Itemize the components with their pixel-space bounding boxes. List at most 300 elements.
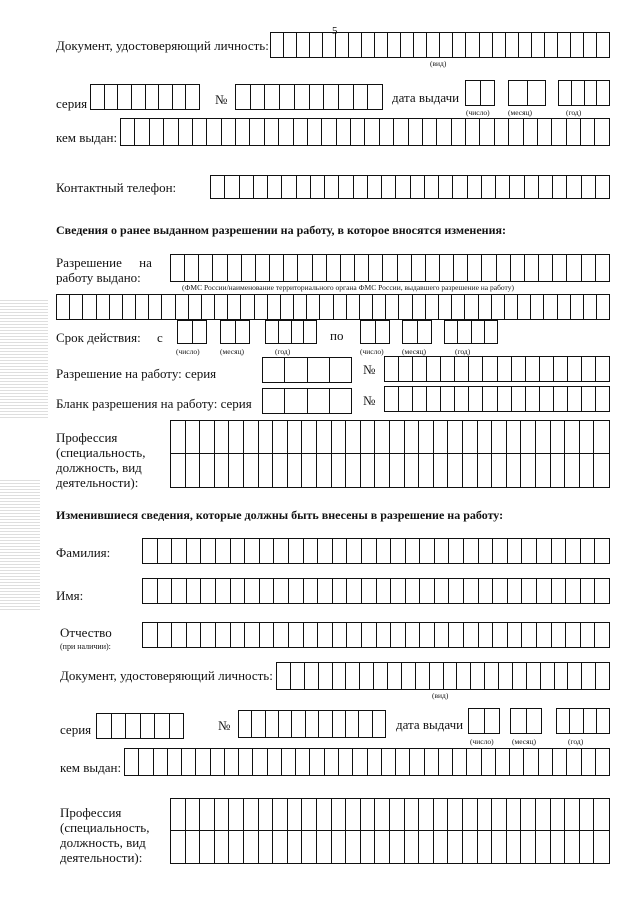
char-cell[interactable] <box>596 295 609 319</box>
char-cell[interactable] <box>492 33 505 57</box>
char-cell[interactable] <box>367 749 381 775</box>
changes-issued-by-field[interactable] <box>124 748 610 776</box>
char-cell[interactable] <box>511 357 525 381</box>
char-cell[interactable] <box>236 85 250 109</box>
char-cell[interactable] <box>508 119 522 145</box>
char-cell[interactable] <box>448 421 463 454</box>
char-cell[interactable] <box>215 831 230 863</box>
char-cell[interactable] <box>244 623 259 647</box>
char-cell[interactable] <box>263 389 284 413</box>
char-cell[interactable] <box>259 579 274 603</box>
char-cell[interactable] <box>581 387 595 411</box>
char-cell[interactable] <box>288 579 303 603</box>
char-cell[interactable] <box>267 176 281 198</box>
char-cell[interactable] <box>498 663 512 689</box>
char-cell[interactable] <box>186 579 201 603</box>
char-cell[interactable] <box>492 454 507 487</box>
char-cell[interactable] <box>463 539 478 563</box>
char-cell[interactable] <box>566 119 580 145</box>
char-cell[interactable] <box>131 85 145 109</box>
char-cell[interactable] <box>280 295 293 319</box>
char-cell[interactable] <box>478 539 493 563</box>
permit-number-field[interactable] <box>384 356 610 382</box>
char-cell[interactable] <box>405 799 420 831</box>
char-cell[interactable] <box>571 81 584 105</box>
char-cell[interactable] <box>346 579 361 603</box>
changes-number-field[interactable] <box>238 710 386 738</box>
char-cell[interactable] <box>559 81 571 105</box>
char-cell[interactable] <box>580 421 595 454</box>
char-cell[interactable] <box>438 295 451 319</box>
char-cell[interactable] <box>507 421 522 454</box>
char-cell[interactable] <box>158 85 172 109</box>
char-cell[interactable] <box>551 799 566 831</box>
char-cell[interactable] <box>570 295 583 319</box>
char-cell[interactable] <box>230 539 245 563</box>
char-cell[interactable] <box>125 749 138 775</box>
changes-doc-type-field[interactable] <box>276 662 610 690</box>
char-cell[interactable] <box>479 33 492 57</box>
char-cell[interactable] <box>111 714 126 738</box>
applicant-issue-day-field[interactable] <box>465 80 495 106</box>
applicant-issued-by-field[interactable] <box>120 118 610 146</box>
char-cell[interactable] <box>294 85 309 109</box>
char-cell[interactable] <box>457 321 470 343</box>
char-cell[interactable] <box>478 295 491 319</box>
char-cell[interactable] <box>271 33 283 57</box>
char-cell[interactable] <box>346 295 359 319</box>
char-cell[interactable] <box>468 387 482 411</box>
char-cell[interactable] <box>469 709 484 733</box>
char-cell[interactable] <box>492 623 507 647</box>
char-cell[interactable] <box>117 85 131 109</box>
char-cell[interactable] <box>293 295 306 319</box>
char-cell[interactable] <box>518 33 531 57</box>
char-cell[interactable] <box>492 421 507 454</box>
char-cell[interactable] <box>507 579 522 603</box>
char-cell[interactable] <box>381 749 395 775</box>
char-cell[interactable] <box>511 387 525 411</box>
char-cell[interactable] <box>565 831 580 863</box>
changes-issue-day-field[interactable] <box>468 708 500 734</box>
char-cell[interactable] <box>482 387 496 411</box>
char-cell[interactable] <box>512 663 526 689</box>
validity-from-year-field[interactable] <box>265 320 317 344</box>
char-cell[interactable] <box>361 799 376 831</box>
char-cell[interactable] <box>259 539 274 563</box>
char-cell[interactable] <box>398 295 411 319</box>
char-cell[interactable] <box>375 831 390 863</box>
char-cell[interactable] <box>175 295 188 319</box>
char-cell[interactable] <box>372 295 385 319</box>
char-cell[interactable] <box>295 749 309 775</box>
char-cell[interactable] <box>419 799 434 831</box>
char-cell[interactable] <box>463 799 478 831</box>
char-cell[interactable] <box>332 454 347 487</box>
char-cell[interactable] <box>415 663 429 689</box>
char-cell[interactable] <box>171 454 186 487</box>
char-cell[interactable] <box>581 255 595 281</box>
char-cell[interactable] <box>375 421 390 454</box>
char-cell[interactable] <box>348 33 361 57</box>
char-cell[interactable] <box>521 799 536 831</box>
applicant-series-field[interactable] <box>90 84 200 110</box>
char-cell[interactable] <box>318 663 332 689</box>
char-cell[interactable] <box>478 454 493 487</box>
char-cell[interactable] <box>281 176 295 198</box>
char-cell[interactable] <box>317 579 332 603</box>
char-cell[interactable] <box>240 295 253 319</box>
char-cell[interactable] <box>452 749 466 775</box>
char-cell[interactable] <box>509 749 523 775</box>
char-cell[interactable] <box>465 119 479 145</box>
char-cell[interactable] <box>410 176 424 198</box>
char-cell[interactable] <box>434 799 449 831</box>
char-cell[interactable] <box>329 358 351 382</box>
char-cell[interactable] <box>192 119 206 145</box>
char-cell[interactable] <box>178 321 192 343</box>
char-cell[interactable] <box>595 749 609 775</box>
char-cell[interactable] <box>551 539 566 563</box>
validity-to-month-field[interactable] <box>402 320 432 344</box>
char-cell[interactable] <box>552 255 566 281</box>
char-cell[interactable] <box>153 749 167 775</box>
char-cell[interactable] <box>507 831 522 863</box>
char-cell[interactable] <box>375 454 390 487</box>
char-cell[interactable] <box>521 623 536 647</box>
prev-profession-field[interactable] <box>170 420 610 488</box>
char-cell[interactable] <box>335 33 348 57</box>
char-cell[interactable] <box>565 579 580 603</box>
char-cell[interactable] <box>57 295 69 319</box>
char-cell[interactable] <box>338 749 352 775</box>
char-cell[interactable] <box>302 799 317 831</box>
char-cell[interactable] <box>241 255 255 281</box>
char-cell[interactable] <box>565 454 580 487</box>
char-cell[interactable] <box>367 85 382 109</box>
char-cell[interactable] <box>536 539 551 563</box>
char-cell[interactable] <box>438 176 452 198</box>
char-cell[interactable] <box>361 454 376 487</box>
char-cell[interactable] <box>252 749 266 775</box>
char-cell[interactable] <box>530 295 543 319</box>
char-cell[interactable] <box>154 714 169 738</box>
char-cell[interactable] <box>434 623 449 647</box>
char-cell[interactable] <box>171 623 186 647</box>
char-cell[interactable] <box>317 831 332 863</box>
char-cell[interactable] <box>296 33 309 57</box>
char-cell[interactable] <box>273 623 288 647</box>
char-cell[interactable] <box>303 539 318 563</box>
validity-from-month-field[interactable] <box>220 320 250 344</box>
char-cell[interactable] <box>332 831 347 863</box>
char-cell[interactable] <box>539 387 553 411</box>
char-cell[interactable] <box>393 119 407 145</box>
char-cell[interactable] <box>405 831 420 863</box>
char-cell[interactable] <box>324 176 338 198</box>
char-cell[interactable] <box>412 295 425 319</box>
char-cell[interactable] <box>382 255 396 281</box>
char-cell[interactable] <box>171 831 186 863</box>
char-cell[interactable] <box>267 749 281 775</box>
char-cell[interactable] <box>525 387 539 411</box>
char-cell[interactable] <box>390 831 405 863</box>
char-cell[interactable] <box>478 799 493 831</box>
char-cell[interactable] <box>526 709 542 733</box>
char-cell[interactable] <box>552 176 566 198</box>
changes-issue-year-field[interactable] <box>556 708 610 734</box>
char-cell[interactable] <box>186 454 201 487</box>
char-cell[interactable] <box>481 749 495 775</box>
char-cell[interactable] <box>244 579 259 603</box>
char-cell[interactable] <box>284 358 306 382</box>
char-cell[interactable] <box>332 539 347 563</box>
char-cell[interactable] <box>481 176 495 198</box>
char-cell[interactable] <box>466 749 480 775</box>
char-cell[interactable] <box>273 421 288 454</box>
char-cell[interactable] <box>492 579 507 603</box>
char-cell[interactable] <box>551 454 566 487</box>
char-cell[interactable] <box>372 711 385 737</box>
char-cell[interactable] <box>438 749 452 775</box>
char-cell[interactable] <box>434 579 449 603</box>
char-cell[interactable] <box>439 33 452 57</box>
char-cell[interactable] <box>448 539 463 563</box>
permit-issuer-field-2[interactable] <box>56 294 610 320</box>
char-cell[interactable] <box>425 295 438 319</box>
char-cell[interactable] <box>434 454 449 487</box>
char-cell[interactable] <box>403 321 417 343</box>
char-cell[interactable] <box>332 663 346 689</box>
char-cell[interactable] <box>288 539 303 563</box>
char-cell[interactable] <box>504 295 517 319</box>
char-cell[interactable] <box>509 176 523 198</box>
char-cell[interactable] <box>96 295 109 319</box>
char-cell[interactable] <box>122 295 135 319</box>
char-cell[interactable] <box>259 421 274 454</box>
char-cell[interactable] <box>184 255 198 281</box>
char-cell[interactable] <box>425 255 439 281</box>
char-cell[interactable] <box>584 81 597 105</box>
char-cell[interactable] <box>201 295 214 319</box>
char-cell[interactable] <box>551 119 565 145</box>
char-cell[interactable] <box>171 799 186 831</box>
char-cell[interactable] <box>273 539 288 563</box>
char-cell[interactable] <box>186 623 201 647</box>
char-cell[interactable] <box>97 714 111 738</box>
char-cell[interactable] <box>497 357 511 381</box>
char-cell[interactable] <box>215 421 230 454</box>
char-cell[interactable] <box>359 663 373 689</box>
char-cell[interactable] <box>210 749 224 775</box>
validity-to-year-field[interactable] <box>444 320 498 344</box>
char-cell[interactable] <box>140 714 155 738</box>
char-cell[interactable] <box>463 579 478 603</box>
char-cell[interactable] <box>551 579 566 603</box>
char-cell[interactable] <box>267 295 280 319</box>
char-cell[interactable] <box>368 255 382 281</box>
char-cell[interactable] <box>293 119 307 145</box>
char-cell[interactable] <box>510 255 524 281</box>
char-cell[interactable] <box>507 454 522 487</box>
char-cell[interactable] <box>149 119 163 145</box>
char-cell[interactable] <box>478 831 493 863</box>
char-cell[interactable] <box>302 831 317 863</box>
char-cell[interactable] <box>583 709 596 733</box>
char-cell[interactable] <box>309 33 322 57</box>
char-cell[interactable] <box>521 454 536 487</box>
char-cell[interactable] <box>426 357 440 381</box>
char-cell[interactable] <box>456 663 470 689</box>
char-cell[interactable] <box>361 321 375 343</box>
char-cell[interactable] <box>434 539 449 563</box>
char-cell[interactable] <box>239 176 253 198</box>
char-cell[interactable] <box>157 623 172 647</box>
char-cell[interactable] <box>507 539 522 563</box>
char-cell[interactable] <box>338 85 353 109</box>
permit-series-field[interactable] <box>262 357 352 383</box>
char-cell[interactable] <box>229 421 244 454</box>
char-cell[interactable] <box>361 539 376 563</box>
char-cell[interactable] <box>594 539 609 563</box>
char-cell[interactable] <box>376 539 391 563</box>
validity-to-day-field[interactable] <box>360 320 390 344</box>
char-cell[interactable] <box>346 799 361 831</box>
char-cell[interactable] <box>244 799 259 831</box>
char-cell[interactable] <box>374 33 387 57</box>
char-cell[interactable] <box>333 295 346 319</box>
char-cell[interactable] <box>288 421 303 454</box>
char-cell[interactable] <box>536 421 551 454</box>
char-cell[interactable] <box>278 711 291 737</box>
char-cell[interactable] <box>178 119 192 145</box>
char-cell[interactable] <box>452 176 466 198</box>
char-cell[interactable] <box>224 749 238 775</box>
char-cell[interactable] <box>419 831 434 863</box>
char-cell[interactable] <box>361 623 376 647</box>
char-cell[interactable] <box>511 709 526 733</box>
char-cell[interactable] <box>346 831 361 863</box>
char-cell[interactable] <box>172 85 186 109</box>
char-cell[interactable] <box>278 321 291 343</box>
char-cell[interactable] <box>303 321 316 343</box>
char-cell[interactable] <box>143 579 157 603</box>
char-cell[interactable] <box>553 387 567 411</box>
char-cell[interactable] <box>277 663 290 689</box>
char-cell[interactable] <box>323 85 338 109</box>
char-cell[interactable] <box>594 799 609 831</box>
char-cell[interactable] <box>567 387 581 411</box>
char-cell[interactable] <box>595 176 609 198</box>
char-cell[interactable] <box>539 357 553 381</box>
char-cell[interactable] <box>332 579 347 603</box>
char-cell[interactable] <box>235 321 250 343</box>
char-cell[interactable] <box>537 119 551 145</box>
char-cell[interactable] <box>424 176 438 198</box>
char-cell[interactable] <box>412 387 426 411</box>
char-cell[interactable] <box>353 176 367 198</box>
char-cell[interactable] <box>509 81 527 105</box>
char-cell[interactable] <box>157 539 172 563</box>
char-cell[interactable] <box>443 663 457 689</box>
char-cell[interactable] <box>436 119 450 145</box>
char-cell[interactable] <box>244 539 259 563</box>
char-cell[interactable] <box>580 579 595 603</box>
char-cell[interactable] <box>264 119 278 145</box>
char-cell[interactable] <box>304 663 318 689</box>
char-cell[interactable] <box>321 119 335 145</box>
char-cell[interactable] <box>157 579 172 603</box>
char-cell[interactable] <box>544 33 557 57</box>
char-cell[interactable] <box>324 749 338 775</box>
char-cell[interactable] <box>291 321 304 343</box>
char-cell[interactable] <box>200 623 215 647</box>
char-cell[interactable] <box>569 709 582 733</box>
char-cell[interactable] <box>480 81 495 105</box>
char-cell[interactable] <box>288 831 303 863</box>
char-cell[interactable] <box>376 623 391 647</box>
char-cell[interactable] <box>264 85 279 109</box>
char-cell[interactable] <box>269 255 283 281</box>
char-cell[interactable] <box>395 749 409 775</box>
char-cell[interactable] <box>448 579 463 603</box>
char-cell[interactable] <box>284 389 306 413</box>
char-cell[interactable] <box>557 295 570 319</box>
char-cell[interactable] <box>109 295 122 319</box>
char-cell[interactable] <box>419 623 434 647</box>
char-cell[interactable] <box>531 33 544 57</box>
char-cell[interactable] <box>405 539 420 563</box>
char-cell[interactable] <box>390 539 405 563</box>
applicant-issue-month-field[interactable] <box>508 80 546 106</box>
char-cell[interactable] <box>557 709 569 733</box>
char-cell[interactable] <box>526 663 540 689</box>
char-cell[interactable] <box>338 176 352 198</box>
char-cell[interactable] <box>186 421 201 454</box>
char-cell[interactable] <box>496 255 510 281</box>
char-cell[interactable] <box>200 579 215 603</box>
char-cell[interactable] <box>409 749 423 775</box>
name-field[interactable] <box>142 578 610 604</box>
char-cell[interactable] <box>229 799 244 831</box>
char-cell[interactable] <box>464 295 477 319</box>
char-cell[interactable] <box>478 579 493 603</box>
char-cell[interactable] <box>198 255 212 281</box>
char-cell[interactable] <box>215 799 230 831</box>
char-cell[interactable] <box>121 119 134 145</box>
char-cell[interactable] <box>353 85 368 109</box>
char-cell[interactable] <box>273 579 288 603</box>
char-cell[interactable] <box>169 714 184 738</box>
char-cell[interactable] <box>426 387 440 411</box>
char-cell[interactable] <box>227 255 241 281</box>
char-cell[interactable] <box>312 255 326 281</box>
char-cell[interactable] <box>244 421 259 454</box>
char-cell[interactable] <box>523 749 537 775</box>
char-cell[interactable] <box>439 255 453 281</box>
char-cell[interactable] <box>230 579 245 603</box>
char-cell[interactable] <box>359 295 372 319</box>
char-cell[interactable] <box>390 454 405 487</box>
char-cell[interactable] <box>494 119 508 145</box>
char-cell[interactable] <box>567 357 581 381</box>
char-cell[interactable] <box>317 799 332 831</box>
char-cell[interactable] <box>492 539 507 563</box>
char-cell[interactable] <box>358 711 371 737</box>
char-cell[interactable] <box>361 831 376 863</box>
char-cell[interactable] <box>186 799 201 831</box>
char-cell[interactable] <box>200 454 215 487</box>
